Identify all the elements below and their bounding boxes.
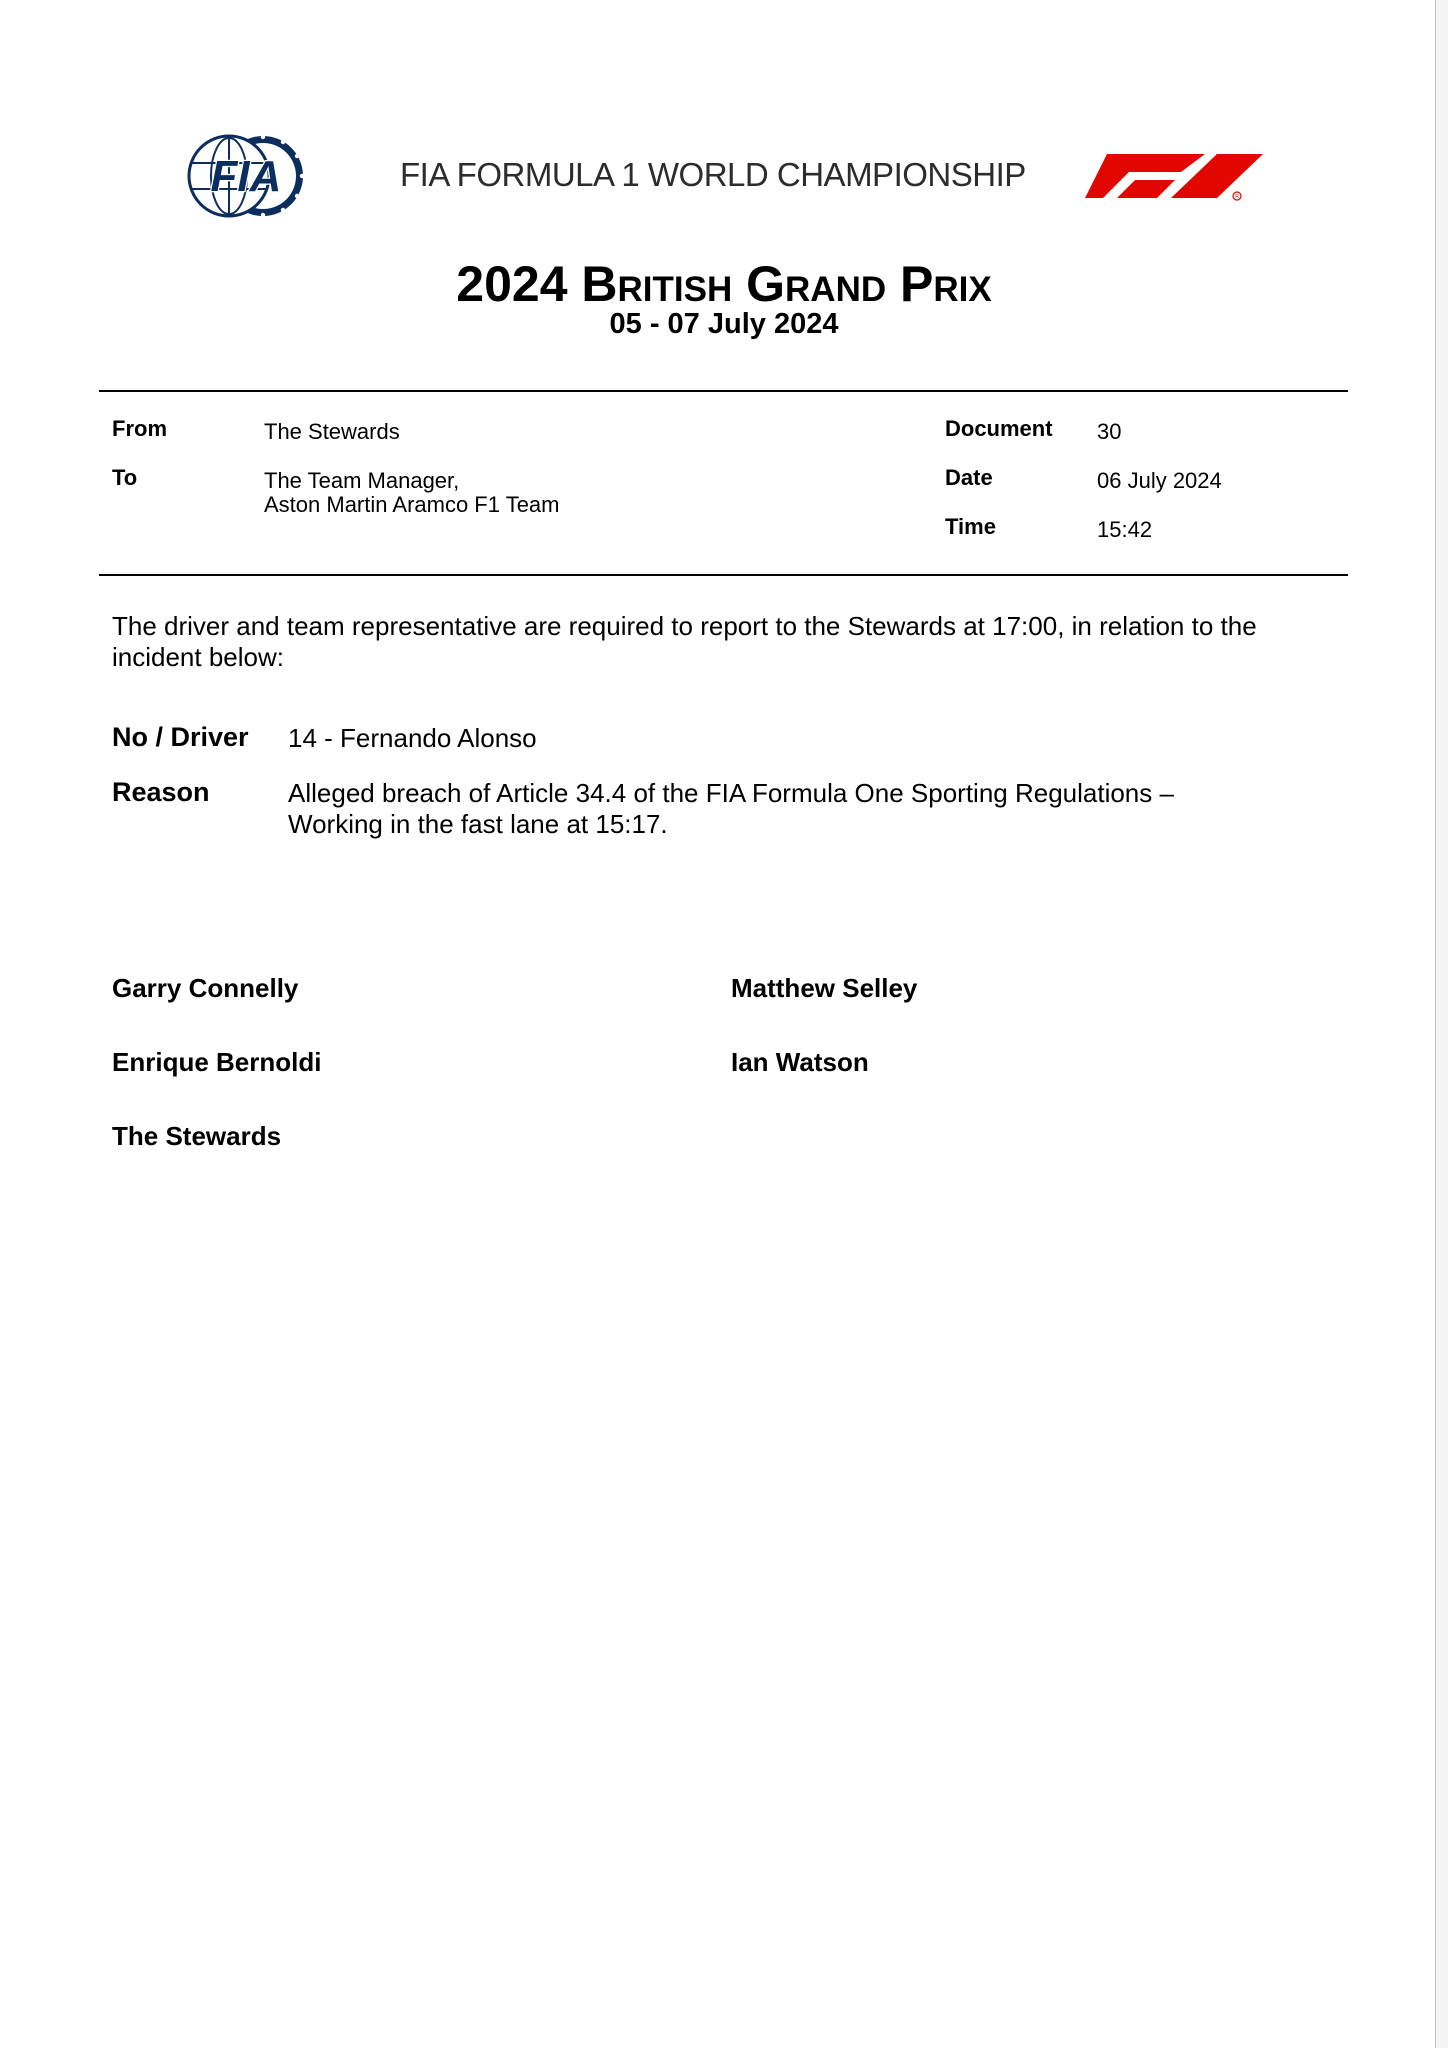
stewards-signoff: The Stewards <box>112 1121 282 1151</box>
event-title <box>0 256 1448 312</box>
document-label: Document <box>945 416 1053 441</box>
steward-name: Enrique Bernoldi <box>112 1047 322 1077</box>
document-value: 30 <box>1097 419 1122 444</box>
svg-text:FIA: FIA <box>210 152 282 201</box>
steward-name: Garry Connelly <box>112 973 299 1003</box>
header-rule-top <box>99 390 1348 392</box>
date-value: 06 July 2024 <box>1097 468 1222 493</box>
time-value: 15:42 <box>1097 517 1153 542</box>
from-label: From <box>112 416 167 441</box>
event-year: 2024 <box>456 256 568 312</box>
steward-name: Matthew Selley <box>731 973 918 1003</box>
fia-logo-icon <box>185 133 307 219</box>
steward-name: Ian Watson <box>731 1047 869 1077</box>
event-dates: 05 - 07 July 2024 <box>609 308 839 340</box>
driver-value: 14 - Fernando Alonso <box>288 723 537 753</box>
reason-line2: Working in the fast lane at 15:17. <box>288 809 668 839</box>
championship-title: FIA FORMULA 1 WORLD CHAMPIONSHIP <box>400 156 1026 193</box>
to-label: To <box>112 465 138 490</box>
reason-line1: Alleged breach of Article 34.4 of the FIA Formula One Sporting Regulations – <box>288 778 1174 808</box>
to-value-line2: Aston Martin Aramco F1 Team <box>264 492 560 517</box>
time-label: Time <box>945 514 996 539</box>
reason-label: Reason <box>112 777 210 807</box>
event-name: British Grand Prix <box>581 256 992 312</box>
driver-label: No / Driver <box>112 722 249 752</box>
svg-text:R: R <box>1235 194 1239 200</box>
f1-logo-icon <box>1085 152 1265 202</box>
summons-intro: The driver and team representative are required to report to the Stewards at 17:00, in relation to the incident below: <box>112 611 1257 672</box>
from-value: The Stewards <box>264 419 400 444</box>
to-value-line1: The Team Manager, <box>264 468 460 493</box>
date-label: Date <box>945 465 993 490</box>
header-rule-bottom <box>99 574 1348 576</box>
